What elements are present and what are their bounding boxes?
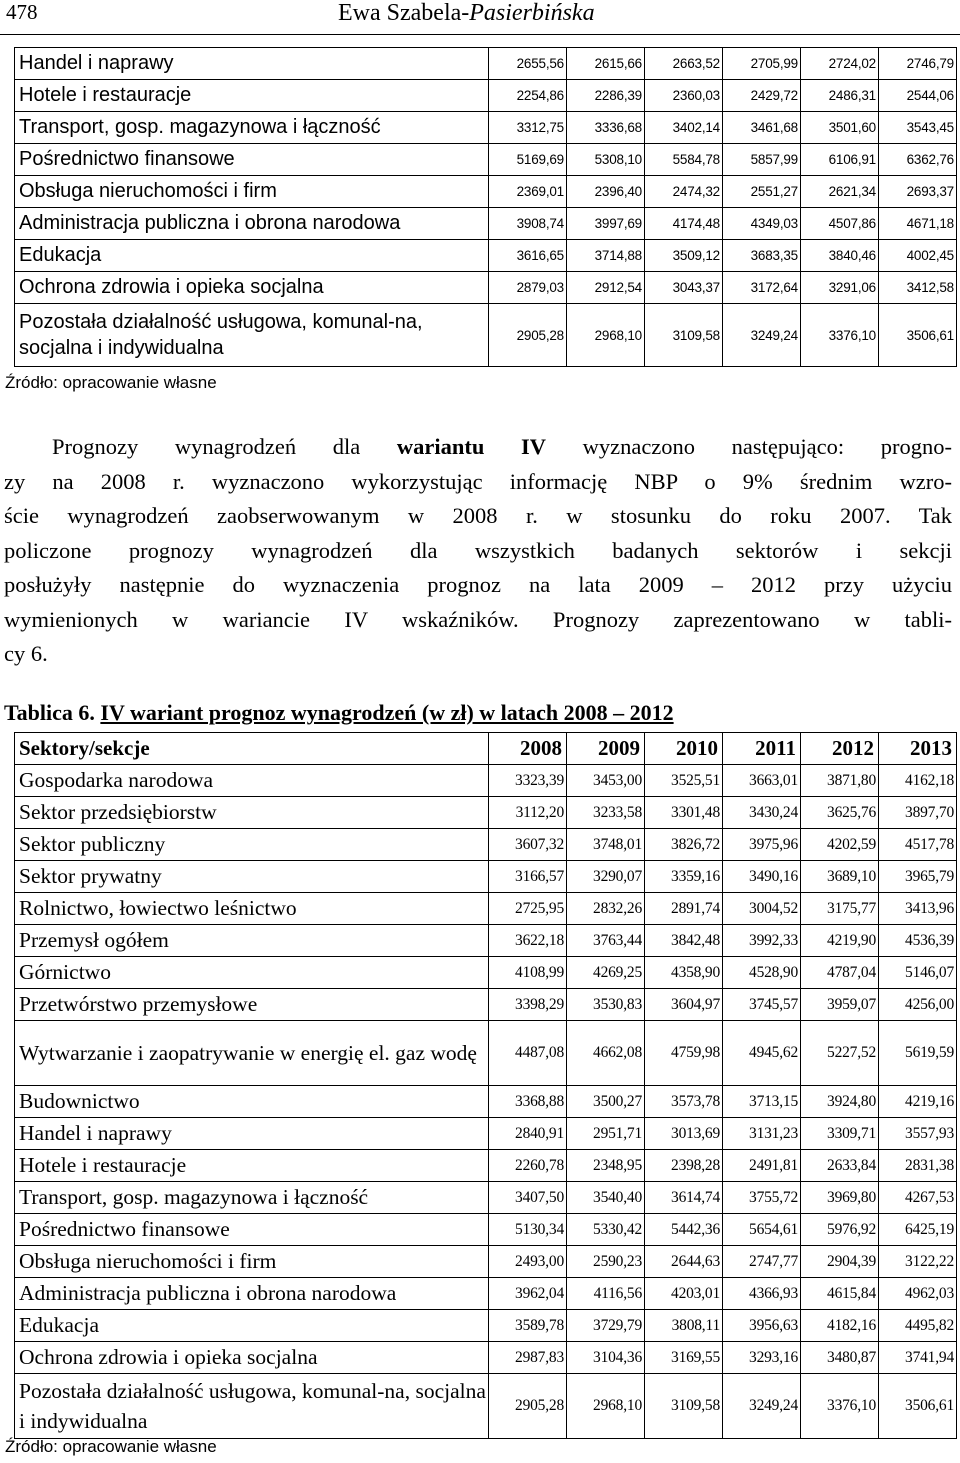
value-cell: 3412,58 — [879, 272, 957, 304]
value-cell: 3376,10 — [801, 1374, 879, 1439]
table-row — [15, 925, 957, 957]
table-row — [15, 144, 957, 176]
value-cell: 3312,75 — [489, 112, 567, 144]
value-cell: 3745,57 — [723, 989, 801, 1021]
value-cell: 3309,71 — [801, 1118, 879, 1150]
value-cell: 3959,07 — [801, 989, 879, 1021]
value-cell: 3509,12 — [645, 240, 723, 272]
value-cell: 2987,83 — [489, 1342, 567, 1374]
table-6-caption-title: IV wariant prognoz wynagrodzeń (w zł) w latach 2008 – 2012 — [100, 700, 674, 725]
table-row — [15, 1342, 957, 1374]
value-cell: 2904,39 — [801, 1246, 879, 1278]
value-cell: 3402,14 — [645, 112, 723, 144]
value-cell: 3004,52 — [723, 893, 801, 925]
table-row — [15, 1118, 957, 1150]
row-label: Administracja publiczna i obrona narodowa — [15, 208, 489, 240]
value-cell: 3540,40 — [567, 1182, 645, 1214]
table-row — [15, 208, 957, 240]
row-label: Obsługa nieruchomości i firm — [15, 176, 489, 208]
value-cell: 2905,28 — [489, 1374, 567, 1439]
value-cell: 4269,25 — [567, 957, 645, 989]
column-header-year: 2012 — [801, 733, 879, 765]
value-cell: 5169,69 — [489, 144, 567, 176]
row-label: Administracja publiczna i obrona narodowa — [15, 1278, 489, 1310]
value-cell: 5619,59 — [879, 1021, 957, 1086]
value-cell: 4108,99 — [489, 957, 567, 989]
row-label: Edukacja — [15, 240, 489, 272]
column-header-year: 2013 — [879, 733, 957, 765]
value-cell: 4945,62 — [723, 1021, 801, 1086]
table-row — [15, 1374, 957, 1439]
value-cell: 2260,78 — [489, 1150, 567, 1182]
value-cell: 2615,66 — [567, 48, 645, 80]
row-label: Gospodarka narodowa — [15, 765, 489, 797]
paragraph-line — [4, 430, 952, 465]
value-cell: 2633,84 — [801, 1150, 879, 1182]
value-cell: 3290,07 — [567, 861, 645, 893]
value-cell: 3748,01 — [567, 829, 645, 861]
value-cell: 2747,77 — [723, 1246, 801, 1278]
value-cell: 3604,97 — [645, 989, 723, 1021]
paragraph-line: policzone prognozy wynagrodzeń dla wszystkich badanych sektorów i sekcji — [4, 537, 952, 563]
value-cell: 3407,50 — [489, 1182, 567, 1214]
table-6-header — [15, 733, 957, 765]
row-label: Wytwarzanie i zaopatrywanie w energię el. gaz wodę — [15, 1021, 489, 1086]
value-cell: 3293,16 — [723, 1342, 801, 1374]
paragraph-line: wymienionych w wariancie IV wskaźników. Prognozy zaprezentowano w tabli- — [4, 606, 952, 632]
value-cell: 4267,53 — [879, 1182, 957, 1214]
value-cell: 3616,65 — [489, 240, 567, 272]
value-cell: 4662,08 — [567, 1021, 645, 1086]
value-cell: 4358,90 — [645, 957, 723, 989]
value-cell: 3109,58 — [645, 1374, 723, 1439]
value-cell: 2551,27 — [723, 176, 801, 208]
row-label: Ochrona zdrowia i opieka socjalna — [15, 272, 489, 304]
author-name: Ewa Szabela- — [338, 0, 470, 26]
value-cell: 5227,52 — [801, 1021, 879, 1086]
value-cell: 4536,39 — [879, 925, 957, 957]
value-cell: 2544,06 — [879, 80, 957, 112]
value-cell: 3763,44 — [567, 925, 645, 957]
value-cell: 2840,91 — [489, 1118, 567, 1150]
value-cell: 3453,00 — [567, 765, 645, 797]
value-cell: 2725,95 — [489, 893, 567, 925]
table-row — [15, 989, 957, 1021]
value-cell: 3842,48 — [645, 925, 723, 957]
value-cell: 3607,32 — [489, 829, 567, 861]
value-cell: 2831,38 — [879, 1150, 957, 1182]
paragraph-line: ście wynagrodzeń zaobserwowanym w 2008 r. w stosunku do roku 2007. Tak — [4, 503, 952, 528]
value-cell: 3714,88 — [567, 240, 645, 272]
paragraph-bold-text: wariantu IV — [396, 434, 546, 459]
value-cell: 3625,76 — [801, 797, 879, 829]
value-cell: 3683,35 — [723, 240, 801, 272]
value-cell: 3975,96 — [723, 829, 801, 861]
value-cell: 2968,10 — [567, 304, 645, 367]
value-cell: 3755,72 — [723, 1182, 801, 1214]
row-label: Sektor publiczny — [15, 829, 489, 861]
value-cell: 4256,00 — [879, 989, 957, 1021]
value-cell: 3175,77 — [801, 893, 879, 925]
table-row — [15, 1182, 957, 1214]
value-cell: 2254,86 — [489, 80, 567, 112]
row-label: Transport, gosp. magazynowa i łączność — [15, 112, 489, 144]
value-cell: 6425,19 — [879, 1214, 957, 1246]
value-cell: 2724,02 — [801, 48, 879, 80]
value-cell: 3013,69 — [645, 1118, 723, 1150]
value-cell: 3233,58 — [567, 797, 645, 829]
value-cell: 5442,36 — [645, 1214, 723, 1246]
value-cell: 3169,55 — [645, 1342, 723, 1374]
table-row — [15, 1021, 957, 1086]
table-row — [15, 48, 957, 80]
value-cell: 3430,24 — [723, 797, 801, 829]
row-label: Transport, gosp. magazynowa i łączność — [15, 1182, 489, 1214]
value-cell: 2655,56 — [489, 48, 567, 80]
row-label: Sektor prywatny — [15, 861, 489, 893]
table-row — [15, 1214, 957, 1246]
value-cell: 3104,36 — [567, 1342, 645, 1374]
value-cell: 3291,06 — [801, 272, 879, 304]
value-cell: 2286,39 — [567, 80, 645, 112]
value-cell: 3506,61 — [879, 304, 957, 367]
value-cell: 3997,69 — [567, 208, 645, 240]
value-cell: 3500,27 — [567, 1086, 645, 1118]
value-cell: 4517,78 — [879, 829, 957, 861]
value-cell: 3501,60 — [801, 112, 879, 144]
value-cell: 4615,84 — [801, 1278, 879, 1310]
value-cell: 3689,10 — [801, 861, 879, 893]
value-cell: 2891,74 — [645, 893, 723, 925]
value-cell: 4671,18 — [879, 208, 957, 240]
value-cell: 3741,94 — [879, 1342, 957, 1374]
table-row — [15, 829, 957, 861]
value-cell: 2644,63 — [645, 1246, 723, 1278]
table-row — [15, 957, 957, 989]
table-row — [15, 861, 957, 893]
value-cell: 3490,16 — [723, 861, 801, 893]
value-cell: 5330,42 — [567, 1214, 645, 1246]
value-cell: 3729,79 — [567, 1310, 645, 1342]
row-label: Przemysł ogółem — [15, 925, 489, 957]
value-cell: 2912,54 — [567, 272, 645, 304]
value-cell: 3368,88 — [489, 1086, 567, 1118]
table-row — [15, 112, 957, 144]
column-header-sectors: Sektory/sekcje — [15, 733, 489, 765]
value-cell: 4528,90 — [723, 957, 801, 989]
table-row — [15, 1310, 957, 1342]
value-cell: 5308,10 — [567, 144, 645, 176]
value-cell: 4495,82 — [879, 1310, 957, 1342]
value-cell: 4162,18 — [879, 765, 957, 797]
row-label: Handel i naprawy — [15, 48, 489, 80]
value-cell: 2486,31 — [801, 80, 879, 112]
value-cell: 5146,07 — [879, 957, 957, 989]
value-cell: 4219,90 — [801, 925, 879, 957]
table-6-caption — [4, 700, 674, 726]
value-cell: 3965,79 — [879, 861, 957, 893]
value-cell: 3359,16 — [645, 861, 723, 893]
value-cell: 3969,80 — [801, 1182, 879, 1214]
table-5-body — [15, 48, 957, 367]
table-row — [15, 80, 957, 112]
value-cell: 4962,03 — [879, 1278, 957, 1310]
value-cell: 4487,08 — [489, 1021, 567, 1086]
value-cell: 3122,22 — [879, 1246, 957, 1278]
header-divider — [0, 34, 960, 35]
value-cell: 3663,01 — [723, 765, 801, 797]
table-header-row — [15, 733, 957, 765]
value-cell: 3992,33 — [723, 925, 801, 957]
value-cell: 3172,64 — [723, 272, 801, 304]
value-cell: 3622,18 — [489, 925, 567, 957]
value-cell: 3336,68 — [567, 112, 645, 144]
table-row — [15, 1278, 957, 1310]
value-cell: 3614,74 — [645, 1182, 723, 1214]
value-cell: 2493,00 — [489, 1246, 567, 1278]
value-cell: 5130,34 — [489, 1214, 567, 1246]
value-cell: 3897,70 — [879, 797, 957, 829]
value-cell: 2621,34 — [801, 176, 879, 208]
paragraph-text: Prognozy wynagrodzeń dla — [52, 434, 397, 459]
value-cell: 4182,16 — [801, 1310, 879, 1342]
column-header-year: 2008 — [489, 733, 567, 765]
row-label: Obsługa nieruchomości i firm — [15, 1246, 489, 1278]
value-cell: 2746,79 — [879, 48, 957, 80]
value-cell: 3713,15 — [723, 1086, 801, 1118]
paragraph-line: zy na 2008 r. wyznaczono wykorzystując informację NBP o 9% średnim wzro- — [4, 468, 952, 494]
value-cell: 4202,59 — [801, 829, 879, 861]
value-cell: 2348,95 — [567, 1150, 645, 1182]
value-cell: 5976,92 — [801, 1214, 879, 1246]
table-row — [15, 176, 957, 208]
value-cell: 4203,01 — [645, 1278, 723, 1310]
value-cell: 3112,20 — [489, 797, 567, 829]
value-cell: 3573,78 — [645, 1086, 723, 1118]
row-label: Rolnictwo, łowiectwo leśnictwo — [15, 893, 489, 925]
value-cell: 3530,83 — [567, 989, 645, 1021]
table-5-continuation — [14, 47, 957, 367]
row-label: Pozostała działalność usługowa, komunal-na, socjalna i indywidualna — [15, 304, 489, 367]
value-cell: 2360,03 — [645, 80, 723, 112]
row-label: Pośrednictwo finansowe — [15, 144, 489, 176]
table-row — [15, 797, 957, 829]
page-number: 478 — [6, 0, 38, 24]
value-cell: 3323,39 — [489, 765, 567, 797]
value-cell: 2398,28 — [645, 1150, 723, 1182]
value-cell: 3166,57 — [489, 861, 567, 893]
value-cell: 2396,40 — [567, 176, 645, 208]
value-cell: 6362,76 — [879, 144, 957, 176]
value-cell: 5857,99 — [723, 144, 801, 176]
table-row — [15, 272, 957, 304]
value-cell: 4116,56 — [567, 1278, 645, 1310]
row-label: Pośrednictwo finansowe — [15, 1214, 489, 1246]
table-6 — [14, 732, 957, 1439]
value-cell: 2429,72 — [723, 80, 801, 112]
running-head-author — [338, 0, 595, 27]
value-cell: 2832,26 — [567, 893, 645, 925]
value-cell: 2491,81 — [723, 1150, 801, 1182]
value-cell: 3249,24 — [723, 304, 801, 367]
table-row — [15, 1086, 957, 1118]
paragraph-line: cy 6. — [4, 641, 48, 666]
value-cell: 6106,91 — [801, 144, 879, 176]
value-cell: 3924,80 — [801, 1086, 879, 1118]
row-label: Pozostała działalność usługowa, komunal-na, socjalna i indywidualna — [15, 1374, 489, 1439]
value-cell: 4787,04 — [801, 957, 879, 989]
value-cell: 3413,96 — [879, 893, 957, 925]
table-6-body — [15, 765, 957, 1439]
value-cell: 2590,23 — [567, 1246, 645, 1278]
value-cell: 3589,78 — [489, 1310, 567, 1342]
value-cell: 2663,52 — [645, 48, 723, 80]
value-cell: 3109,58 — [645, 304, 723, 367]
paragraph-text: wyznaczono następująco: progno- — [545, 434, 952, 459]
row-label: Handel i naprawy — [15, 1118, 489, 1150]
value-cell: 3043,37 — [645, 272, 723, 304]
row-label: Budownictwo — [15, 1086, 489, 1118]
row-label: Edukacja — [15, 1310, 489, 1342]
value-cell: 2693,37 — [879, 176, 957, 208]
row-label: Ochrona zdrowia i opieka socjalna — [15, 1342, 489, 1374]
value-cell: 3376,10 — [801, 304, 879, 367]
value-cell: 3301,48 — [645, 797, 723, 829]
value-cell: 3543,45 — [879, 112, 957, 144]
paragraph-line: posłużyły następnie do wyznaczenia prognoz na lata 2009 – 2012 przy użyciu — [4, 572, 952, 597]
value-cell: 5654,61 — [723, 1214, 801, 1246]
value-cell: 3461,68 — [723, 112, 801, 144]
value-cell: 3826,72 — [645, 829, 723, 861]
author-surname-italic: Pasierbińska — [469, 0, 595, 26]
row-label: Przetwórstwo przemysłowe — [15, 989, 489, 1021]
value-cell: 3131,23 — [723, 1118, 801, 1150]
value-cell: 3557,93 — [879, 1118, 957, 1150]
value-cell: 3956,63 — [723, 1310, 801, 1342]
value-cell: 3840,46 — [801, 240, 879, 272]
value-cell: 3398,29 — [489, 989, 567, 1021]
column-header-year: 2010 — [645, 733, 723, 765]
value-cell: 3908,74 — [489, 208, 567, 240]
value-cell: 2474,32 — [645, 176, 723, 208]
row-label: Hotele i restauracje — [15, 80, 489, 112]
value-cell: 2968,10 — [567, 1374, 645, 1439]
value-cell: 3480,87 — [801, 1342, 879, 1374]
value-cell: 4349,03 — [723, 208, 801, 240]
table-row — [15, 765, 957, 797]
row-label: Hotele i restauracje — [15, 1150, 489, 1182]
table-row — [15, 304, 957, 367]
value-cell: 5584,78 — [645, 144, 723, 176]
table-row — [15, 1150, 957, 1182]
value-cell: 2369,01 — [489, 176, 567, 208]
row-label: Górnictwo — [15, 957, 489, 989]
source-note: Źródło: opracowanie własne — [5, 1437, 217, 1456]
value-cell: 3871,80 — [801, 765, 879, 797]
table-row — [15, 1246, 957, 1278]
value-cell: 2951,71 — [567, 1118, 645, 1150]
table-row — [15, 893, 957, 925]
value-cell: 3962,04 — [489, 1278, 567, 1310]
column-header-year: 2009 — [567, 733, 645, 765]
column-header-year: 2011 — [723, 733, 801, 765]
value-cell: 2705,99 — [723, 48, 801, 80]
value-cell: 3506,61 — [879, 1374, 957, 1439]
value-cell: 4174,48 — [645, 208, 723, 240]
value-cell: 3249,24 — [723, 1374, 801, 1439]
body-paragraph — [4, 430, 952, 672]
source-note: Źródło: opracowanie własne — [5, 373, 217, 392]
table-6-caption-prefix: Tablica 6. — [4, 700, 95, 725]
value-cell: 4507,86 — [801, 208, 879, 240]
value-cell: 3808,11 — [645, 1310, 723, 1342]
page-header — [0, 0, 960, 30]
value-cell: 4002,45 — [879, 240, 957, 272]
value-cell: 4759,98 — [645, 1021, 723, 1086]
value-cell: 4366,93 — [723, 1278, 801, 1310]
row-label: Sektor przedsiębiorstw — [15, 797, 489, 829]
value-cell: 4219,16 — [879, 1086, 957, 1118]
value-cell: 3525,51 — [645, 765, 723, 797]
value-cell: 2905,28 — [489, 304, 567, 367]
value-cell: 2879,03 — [489, 272, 567, 304]
table-row — [15, 240, 957, 272]
